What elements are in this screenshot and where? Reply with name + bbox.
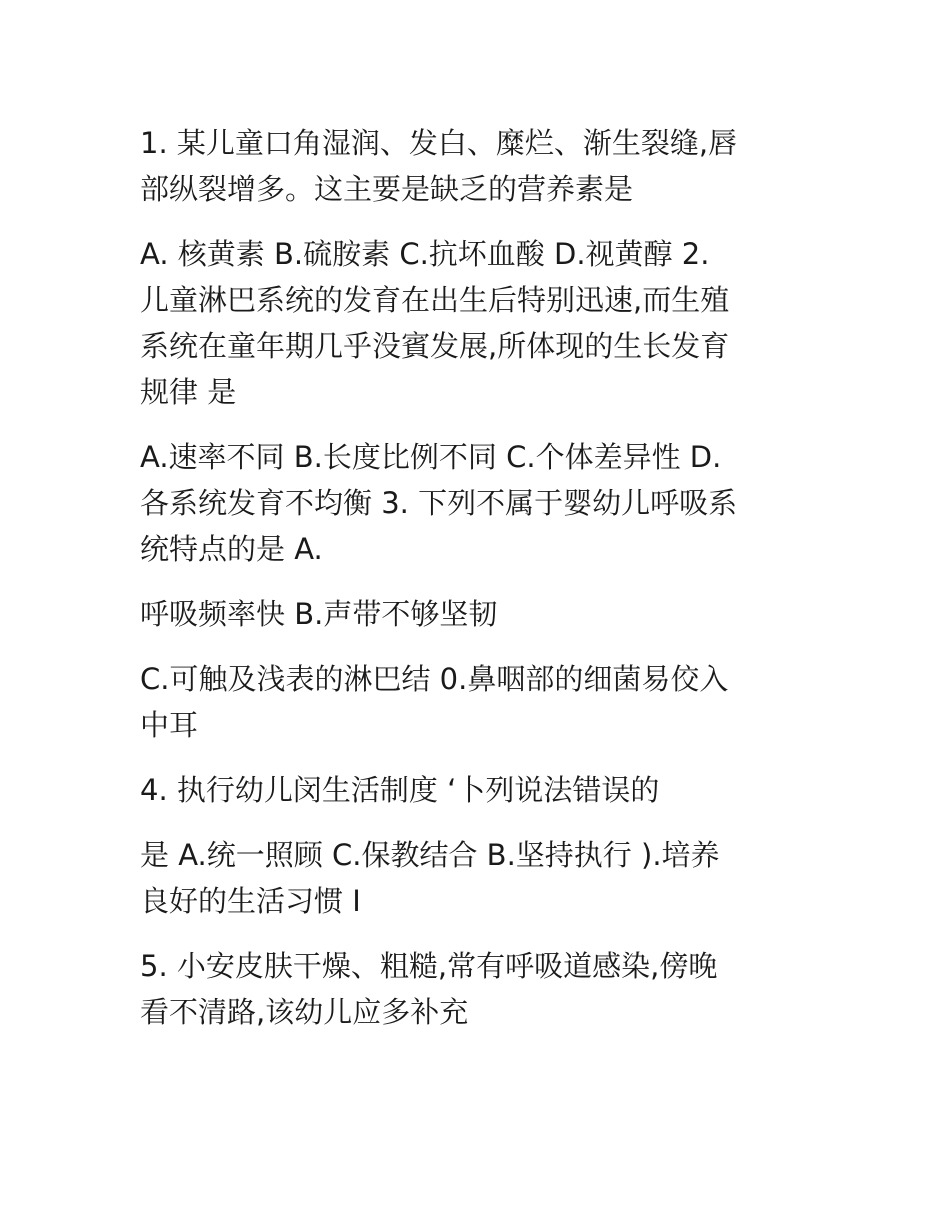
text-line: 良好的生活习惯 I bbox=[140, 884, 361, 918]
text-line: 部纵裂增多。这主要是缺乏的营养素是 bbox=[140, 172, 634, 206]
question-3-options-c-d bbox=[140, 656, 820, 748]
text-line: C.可触及浅表的淋巴结 0.鼻咽部的细菌易佼入 bbox=[140, 662, 729, 696]
text-line: 儿童淋巴系统的发育在出生后特别迅速,而生殖 bbox=[140, 283, 730, 317]
text-line: 1. 某儿童口角湿润、发白、糜烂、渐生裂缝,唇 bbox=[140, 126, 738, 160]
text-line: 规律 是 bbox=[140, 375, 237, 409]
question-1-stem bbox=[140, 120, 820, 212]
question-4-stem bbox=[140, 767, 820, 813]
text-line: A.速率不同 B.长度比例不同 C.个体差异性 D. bbox=[140, 440, 722, 474]
text-line: 中耳 bbox=[140, 708, 199, 742]
text-line: 呼吸频率快 B.声带不够坚韧 bbox=[140, 597, 498, 631]
text-line: 是 A.统一照顾 C.保教结合 B.坚持执行 ).培养 bbox=[140, 838, 720, 872]
text-line: 各系统发育不均衡 3. 下列不属于婴幼儿呼吸系 bbox=[140, 486, 738, 520]
text-line: 系统在童年期几乎没賓发展,所体现的生长发育 bbox=[140, 329, 730, 363]
question-1-options-question-2-stem bbox=[140, 231, 820, 415]
question-5-stem bbox=[140, 943, 820, 1035]
question-3-options-a-b bbox=[140, 591, 820, 637]
question-2-options-question-3-stem bbox=[140, 434, 820, 572]
text-line: 看不清路,该幼儿应多补充 bbox=[140, 995, 469, 1029]
question-4-options bbox=[140, 832, 820, 924]
text-line: A. 核黄素 B.硫胺素 C.抗坏血酸 D.视黄醇 2. bbox=[140, 237, 710, 271]
text-line: 5. 小安皮肤干燥、粗糙,常有呼吸道感染,傍晚 bbox=[140, 949, 718, 983]
text-line: 统特点的是 A. bbox=[140, 532, 323, 566]
document-body bbox=[140, 120, 820, 1054]
text-line: 4. 执行幼儿闵生活制度 ‘卜列说法错误的 bbox=[140, 773, 660, 807]
